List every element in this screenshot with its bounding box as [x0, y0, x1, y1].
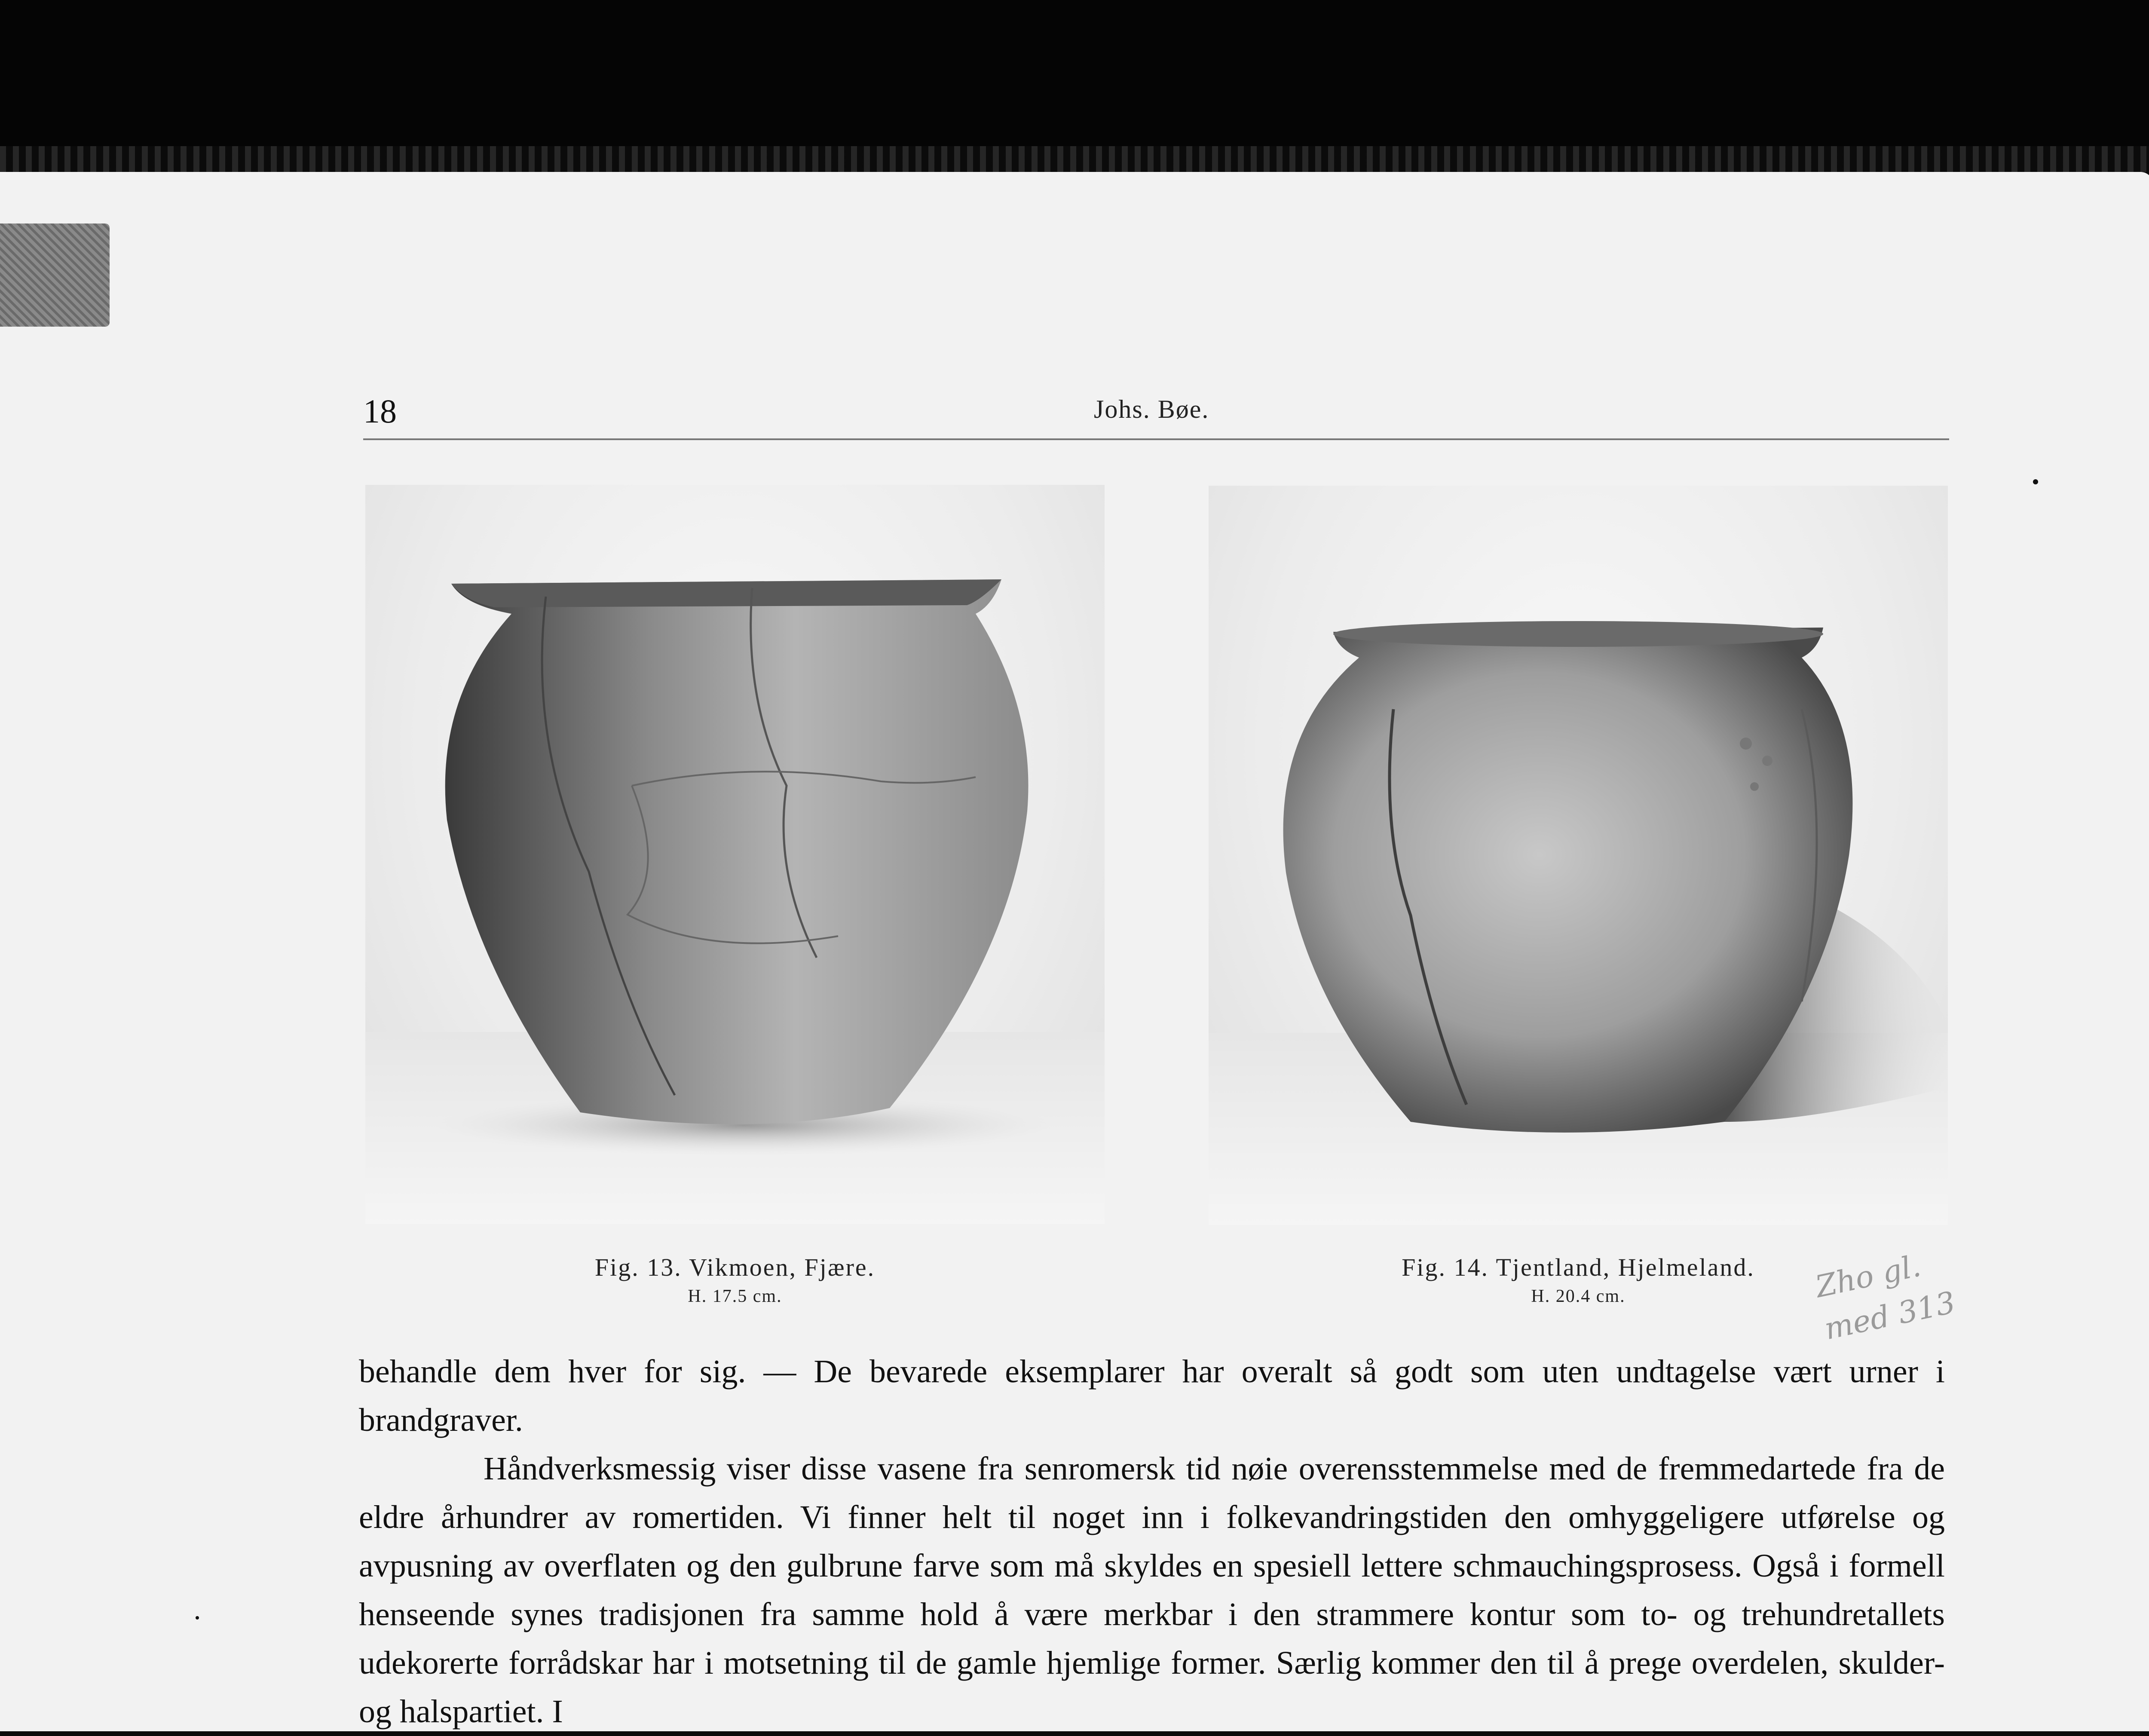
body-paragraph-1: behandle dem hver for sig. — De bevarede eksemplarer har overalt så godt som uten undtagelse vært urner i brandgraver.	[359, 1353, 1945, 1438]
page-tab-marker	[0, 224, 110, 327]
urn-vikmoen-image	[365, 485, 1105, 1224]
figure-14-photo	[1209, 486, 1948, 1225]
dust-speck	[2033, 479, 2038, 484]
body-paragraph-2: Håndverksmessig viser disse vasene fra senromersk tid nøie overensstemmelse med de fremmedartede fra de eldre århundrer av romertiden. Vi finner helt til noget inn i folkevandringstiden den omhyggeligere utførelse og avpusning av overflaten og den gulbrune farve som må skyldes en spesiell lettere schmauchingsprosess. Også i formell henseende synes tradisjonen fra samme hold å være merkbar i den strammere kontur som to- og trehundretallets udekorerte forrådskar har i motsetning til de gamle hjemlige former. Særlig kommer den til å prege overdelen, skulder- og halspartiet. I	[359, 1451, 1945, 1730]
figure-14-height: H. 20.4 cm.	[1531, 1286, 1626, 1306]
body-text	[359, 1347, 1945, 1736]
page-number: 18	[363, 392, 397, 430]
running-head	[363, 387, 1949, 440]
running-head-author: Johs. Bøe.	[1094, 395, 1209, 423]
dust-speck	[196, 1616, 199, 1620]
film-top-edge-strip	[0, 146, 2149, 172]
figure-13-photo	[365, 485, 1105, 1224]
pencil-annotation: Zho gl. med 313	[1812, 1248, 1959, 1347]
figure-13-title: Fig. 13. Vikmoen, Fjære.	[594, 1253, 876, 1281]
figure-13-height: H. 17.5 cm.	[688, 1286, 782, 1306]
figure-14-title: Fig. 14. Tjentland, Hjelmeland.	[1402, 1253, 1755, 1281]
figure-13-caption	[365, 1253, 1105, 1307]
urn-tjentland-image	[1209, 486, 1948, 1225]
